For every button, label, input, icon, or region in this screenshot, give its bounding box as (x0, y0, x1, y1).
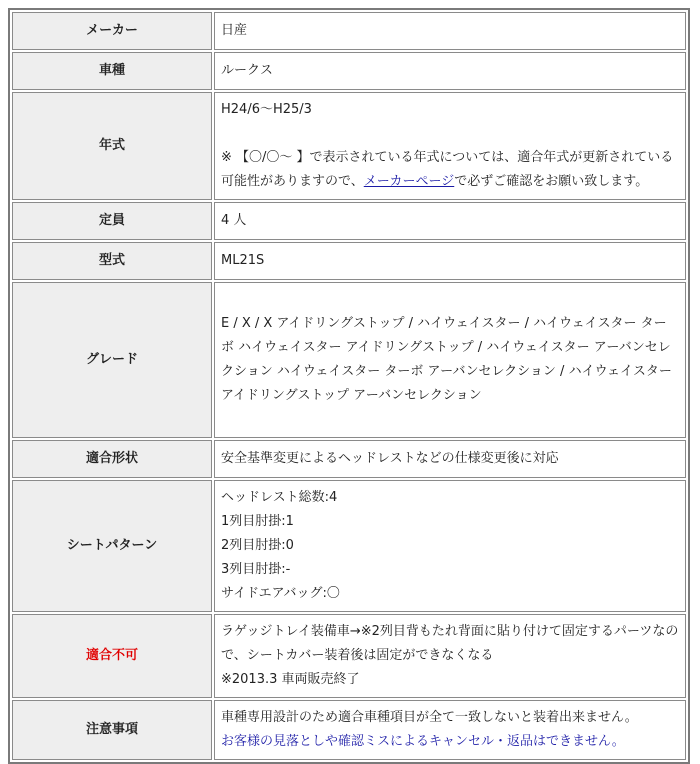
notes-label: 注意事項 (12, 700, 212, 760)
maker-page-link[interactable]: メーカーページ (363, 174, 455, 189)
incompatible-value (214, 614, 686, 698)
table-row-incompatible (12, 614, 686, 698)
table-row-notes (12, 700, 686, 760)
sales-end-note: ※2013.3 車両販売終了 (221, 672, 360, 687)
fit-shape-value: 安全基準変更によるヘッドレストなどの仕様変更後に対応 (214, 440, 686, 478)
table-row-year (12, 92, 686, 200)
year-note (221, 146, 679, 194)
table-row-type (12, 242, 686, 280)
incompatible-note: ラゲッジトレイ装備車→※2列目背もたれ背面に貼り付けて固定するパーツなので、シートカバー装着後は固定ができなくなる (221, 624, 679, 663)
year-label: 年式 (12, 92, 212, 200)
spacer (221, 122, 679, 146)
grade-label: グレード (12, 282, 212, 438)
maker-value: 日産 (214, 12, 686, 50)
fit-shape-label: 適合形状 (12, 440, 212, 478)
incompatible-label: 適合不可 (12, 614, 212, 698)
table-row-capacity (12, 202, 686, 240)
capacity-value: 4 人 (214, 202, 686, 240)
notes-line-2: お客様の見落としや確認ミスによるキャンセル・返品はできません。 (221, 734, 625, 749)
notes-line-1: 車種専用設計のため適合車種項目が全て一致しないと装着出来ません。 (221, 710, 638, 725)
table-row-seat-pattern (12, 480, 686, 612)
type-value: ML21S (214, 242, 686, 280)
side-airbag: サイドエアバッグ:〇 (221, 586, 340, 601)
spec-table-container (8, 8, 690, 764)
table-row-grade (12, 282, 686, 438)
seat-pattern-value (214, 480, 686, 612)
model-label: 車種 (12, 52, 212, 90)
table-row-maker (12, 12, 686, 50)
row1-armrest: 1列目肘掛:1 (221, 514, 294, 529)
year-value (214, 92, 686, 200)
headrest-count: ヘッドレスト総数:4 (221, 490, 338, 505)
table-row-fit-shape (12, 440, 686, 478)
type-label: 型式 (12, 242, 212, 280)
grade-value: E / X / X アイドリングストップ / ハイウェイスター / ハイウェイスター ターボ ハイウェイスター アイドリングストップ / ハイウェイスター アーバンセレクション ハイウェイスター ターボ アーバンセレクション / ハイウェイスター アイドリングストップ アーバンセレクション (214, 282, 686, 438)
row3-armrest: 3列目肘掛:- (221, 562, 291, 577)
vehicle-spec-table (8, 8, 690, 764)
maker-label: メーカー (12, 12, 212, 50)
year-note-text-b: で必ずご確認をお願い致します。 (454, 174, 649, 189)
year-range: H24/6～H25/3 (221, 102, 312, 117)
notes-value (214, 700, 686, 760)
seat-pattern-label: シートパターン (12, 480, 212, 612)
year-note-text-a: ※ 【〇/〇～ 】で表示されている年式については、適合年式が更新されている可能性がありますので、 (221, 150, 674, 189)
capacity-label: 定員 (12, 202, 212, 240)
model-value: ルークス (214, 52, 686, 90)
table-row-model (12, 52, 686, 90)
row2-armrest: 2列目肘掛:0 (221, 538, 294, 553)
